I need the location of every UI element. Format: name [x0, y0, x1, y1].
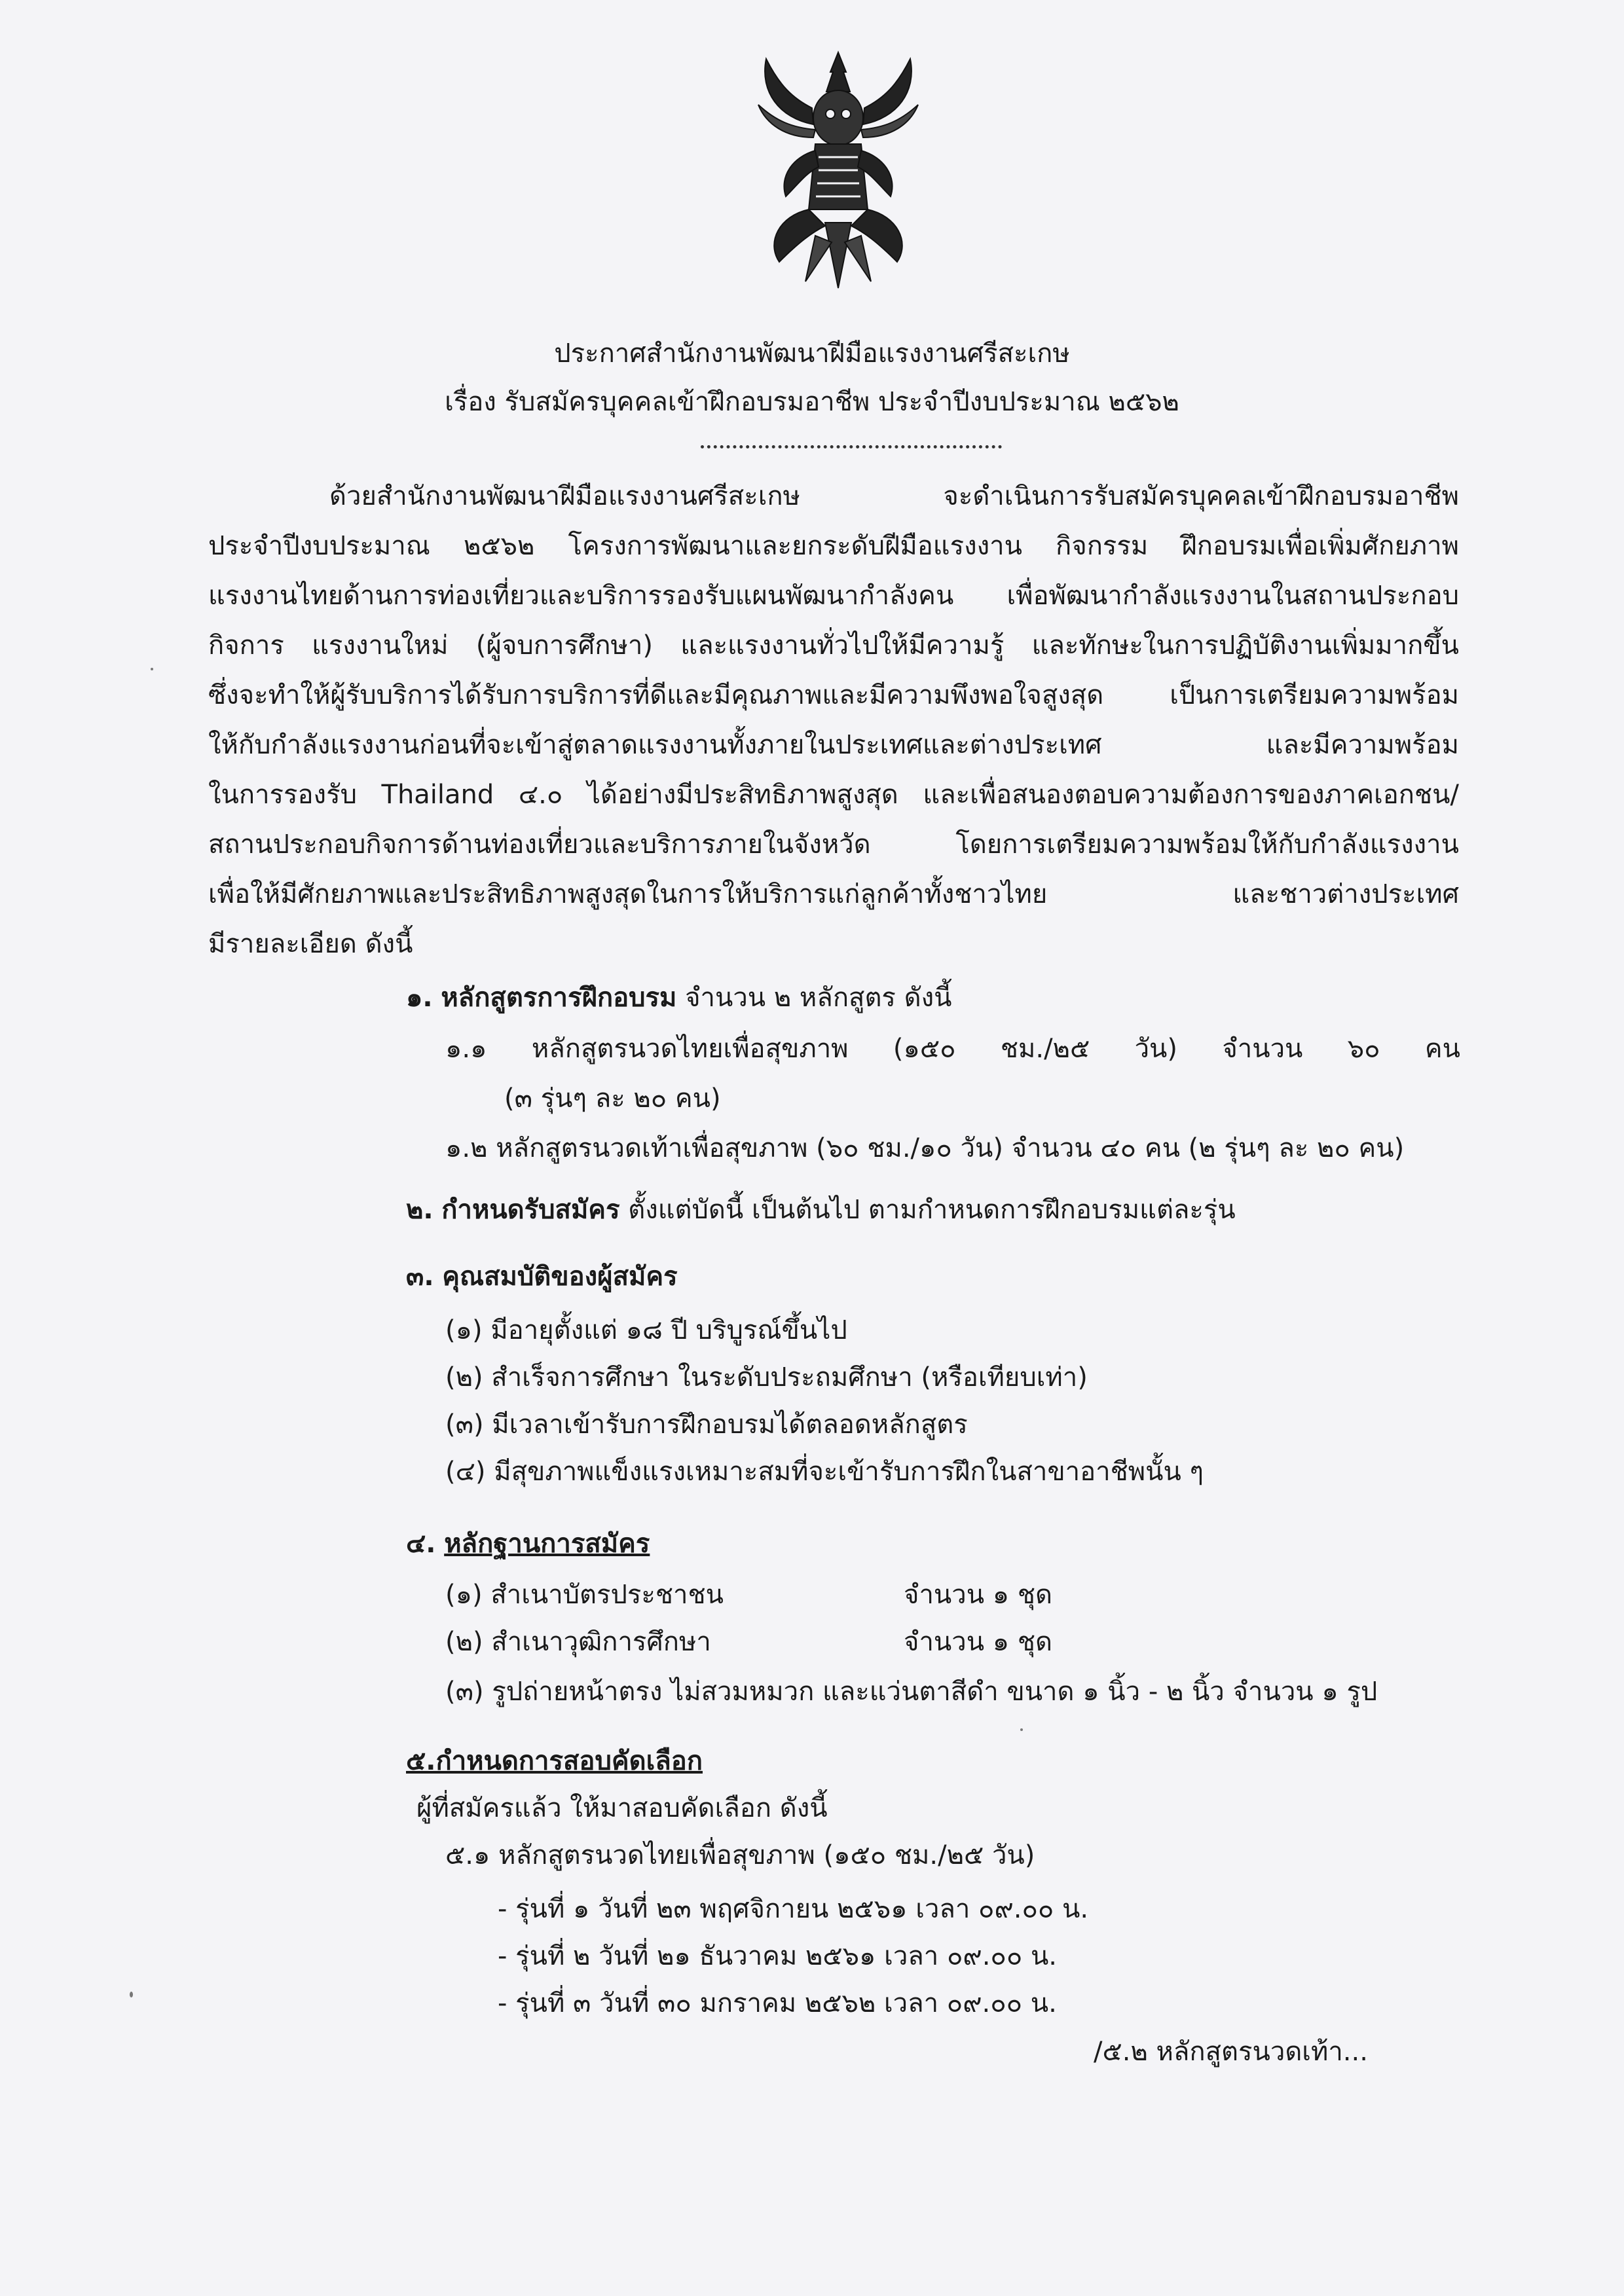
body-line-10: มีรายละเอียด ดังนี้	[208, 929, 413, 959]
section-2-rest: ตั้งแต่บัดนี้ เป็นต้นไป ตามกำหนดการฝึกอบรมแต่ละรุ่น	[619, 1195, 1236, 1225]
section-3-heading	[406, 1258, 678, 1295]
announcement-subject: เรื่อง รับสมัครบุคคลเข้าฝึกอบรมอาชีพ ประจำปีงบประมาณ ๒๕๖๒	[445, 387, 1179, 417]
section-2-number: ๒.	[406, 1195, 434, 1225]
section-1-rest: จำนวน ๒ หลักสูตร ดังนี้	[676, 983, 952, 1013]
qualification-4: (๔) มีสุขภาพแข็งแรงเหมาะสมที่จะเข้ารับการฝึกในสาขาอาชีพนั้น ๆ	[445, 1457, 1204, 1487]
round-1: - รุ่นที่ ๑ วันที่ ๒๓ พฤศจิกายน ๒๕๖๑ เวลา ๐๙.๐๐ น.	[498, 1894, 1089, 1924]
section-1-heading	[406, 979, 951, 1016]
document-item-1-qty: จำนวน ๑ ชุด	[904, 1580, 1052, 1610]
announcement-title: ประกาศสำนักงานพัฒนาฝีมือแรงงานศรีสะเกษ	[554, 338, 1070, 369]
body-line-5: ซึ่งจะทำให้ผู้รับบริการได้รับการบริการที่ดีและมีคุณภาพและมีความพึงพอใจสูงสุด เป็นการเตรียมความพร้อม	[208, 680, 1459, 710]
separator-dots	[701, 445, 1002, 448]
section-4-heading	[406, 1525, 650, 1562]
section-5-sub: ๕.๑ หลักสูตรนวดไทยเพื่อสุขภาพ (๑๕๐ ชม./๒๕ วัน)	[445, 1840, 1035, 1870]
body-line-1: ด้วยสำนักงานพัฒนาฝีมือแรงงานศรีสะเกษ จะดำเนินการรับสมัครบุคคลเข้าฝึกอบรมอาชีพ	[329, 481, 1459, 511]
scan-speck	[130, 1992, 133, 1997]
qualification-2: (๒) สำเร็จการศึกษา ในระดับประถมศึกษา (หรือเทียบเท่า)	[445, 1362, 1088, 1393]
body-line-4: กิจการ แรงงานใหม่ (ผู้จบการศึกษา) และแรงงานทั่วไปให้มีความรู้ และทักษะในการปฏิบัติงานเพิ่มมากขึ้น	[208, 630, 1459, 661]
body-line-6: ให้กับกำลังแรงงานก่อนที่จะเข้าสู่ตลาดแรงงานทั้งภายในประเทศและต่างประเทศ และมีความพร้อม	[208, 730, 1459, 760]
section-1-item-1-cont: (๓ รุ่นๆ ละ ๒๐ คน)	[504, 1084, 721, 1114]
round-3: - รุ่นที่ ๓ วันที่ ๓๐ มกราคม ๒๕๖๒ เวลา ๐๙.๐๐ น.	[498, 1988, 1057, 2018]
body-line-7: ในการรองรับ Thailand ๔.๐ ได้อย่างมีประสิทธิภาพสูงสุด และเพื่อสนองตอบความต้องการของภาคเอกชน/	[208, 780, 1459, 810]
document-item-2-qty: จำนวน ๑ ชุด	[904, 1627, 1052, 1657]
body-line-8: สถานประกอบกิจการด้านท่องเที่ยวและบริการภายในจังหวัด โดยการเตรียมความพร้อมให้กับกำลังแรงงาน	[208, 829, 1459, 860]
garuda-emblem	[753, 46, 923, 295]
section-1-title: หลักสูตรการฝึกอบรม	[441, 983, 677, 1013]
section-1-number: ๑.	[406, 983, 433, 1013]
document-item-3: (๓) รูปถ่ายหน้าตรง ไม่สวมหมวก และแว่นตาสีดำ ขนาด ๑ นิ้ว - ๒ นิ้ว จำนวน ๑ รูป	[445, 1677, 1378, 1707]
section-2-heading	[406, 1192, 1236, 1228]
section-5-heading: ๕.กำหนดการสอบคัดเลือก	[406, 1746, 703, 1776]
qualification-1: (๑) มีอายุตั้งแต่ ๑๘ ปี บริบูรณ์ขึ้นไป	[445, 1315, 847, 1345]
section-5-intro: ผู้ที่สมัครแล้ว ให้มาสอบคัดเลือก ดังนี้	[416, 1793, 828, 1823]
scan-speck	[151, 668, 153, 670]
round-2: - รุ่นที่ ๒ วันที่ ๒๑ ธันวาคม ๒๕๖๑ เวลา ๐๙.๐๐ น.	[498, 1941, 1058, 1971]
document-item-1: (๑) สำเนาบัตรประชาชน	[445, 1580, 724, 1610]
scan-speck	[1020, 1728, 1023, 1731]
body-line-9: เพื่อให้มีศักยภาพและประสิทธิภาพสูงสุดในการให้บริการแก่ลูกค้าทั้งชาวไทย และชาวต่างประเทศ	[208, 879, 1459, 909]
body-line-2: ประจำปีงบประมาณ ๒๕๖๒ โครงการพัฒนาและยกระดับฝีมือแรงงาน กิจกรรม ฝึกอบรมเพื่อเพิ่มศักยภาพ	[208, 531, 1459, 561]
body-line-3: แรงงานไทยด้านการท่องเที่ยวและบริการรองรับแผนพัฒนากำลังคน เพื่อพัฒนากำลังแรงงานในสถานประกอบ	[208, 581, 1459, 611]
section-3-title: คุณสมบัติของผู้สมัคร	[442, 1262, 678, 1292]
section-1-item-2: ๑.๒ หลักสูตรนวดเท้าเพื่อสุขภาพ (๖๐ ชม./๑๐ วัน) จำนวน ๔๐ คน (๒ รุ่นๆ ละ ๒๐ คน)	[445, 1133, 1405, 1163]
qualification-3: (๓) มีเวลาเข้ารับการฝึกอบรมได้ตลอดหลักสูตร	[445, 1410, 968, 1440]
section-4-title: หลักฐานการสมัคร	[444, 1529, 650, 1559]
section-3-number: ๓.	[406, 1262, 434, 1292]
document-item-2: (๒) สำเนาวุฒิการศึกษา	[445, 1627, 711, 1657]
section-1-item-1: ๑.๑ หลักสูตรนวดไทยเพื่อสุขภาพ (๑๕๐ ชม./๒๕ วัน) จำนวน ๖๐ คน	[445, 1034, 1460, 1064]
section-4-number: ๔.	[406, 1529, 436, 1559]
section-2-title: กำหนดรับสมัคร	[441, 1195, 620, 1225]
continuation-note: /๕.๒ หลักสูตรนวดเท้า...	[1094, 2037, 1368, 2067]
